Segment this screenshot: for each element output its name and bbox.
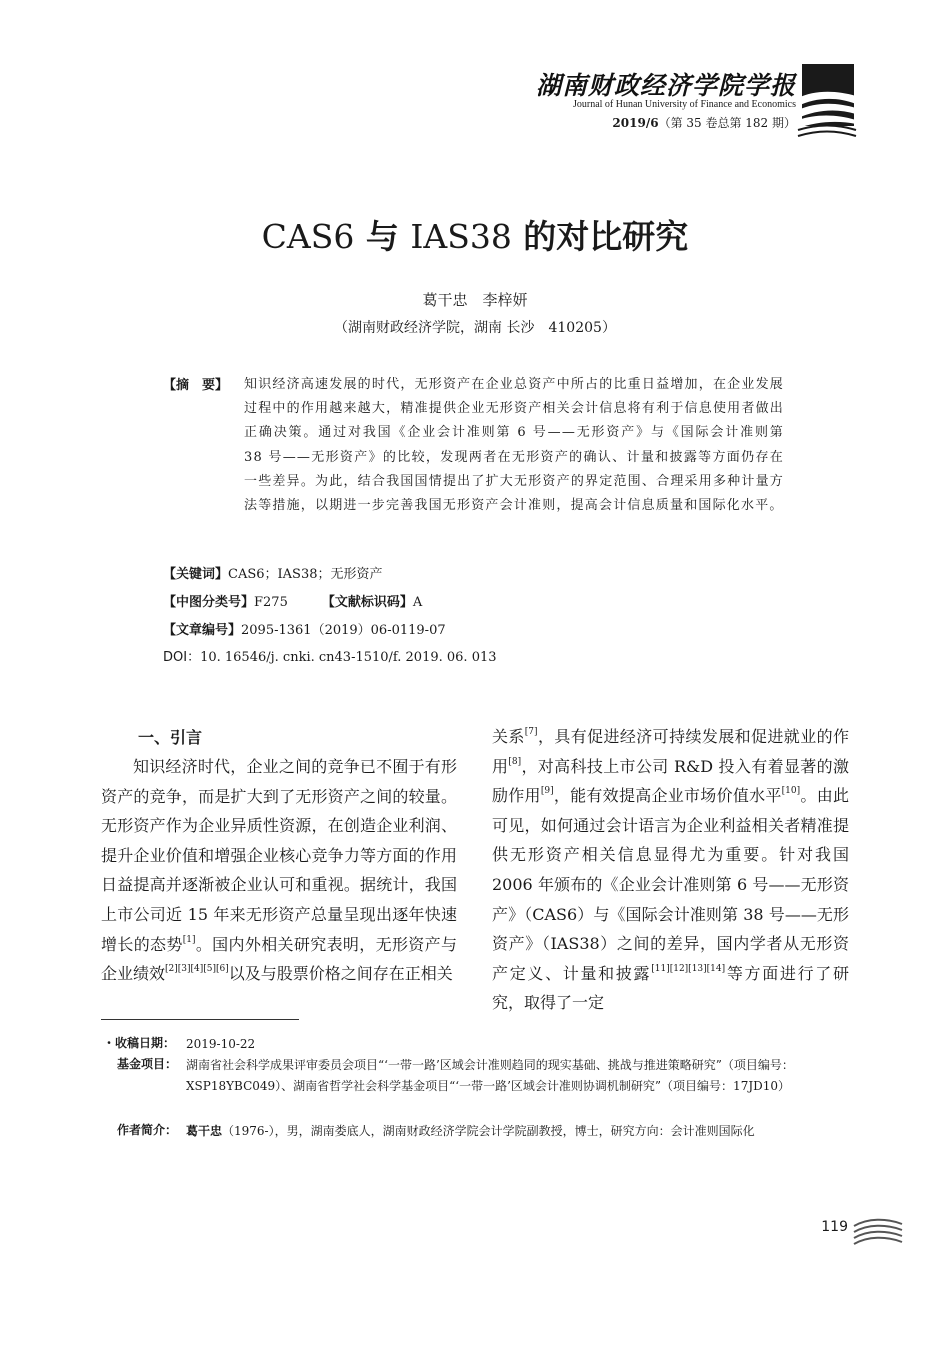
author-bio-name: 葛干忠 [186,1124,223,1138]
issue-line [480,114,796,131]
body-left-column [101,752,457,989]
article-number-value: 2095-1361（2019）06-0119-07 [241,623,446,638]
doi-row [163,646,497,665]
fund-text: 湖南省社会科学成果评审委员会项目“‘一带一路’区域会计准则趋同的现实基础、挑战与推进策略研究”（项目编号：XSP18YBC049）、湖南省哲学社会科学基金项目“‘一带一路’区域会计准则协调机制研究”（项目编号：17JD10） [186,1058,794,1093]
article-title [0,211,950,258]
section-heading: 一、引言 [138,728,203,747]
citation-1: [1] [182,934,196,945]
issue-year: 2019/6 [612,116,659,130]
title-suffix: 的对比研究 [511,217,689,256]
footer-wave-icon [852,1214,904,1250]
abstract-text: 知识经济高速发展的时代，无形资产在企业总资产中所占的比重日益增加，在企业发展过程中的作用越来越大，精准提供企业无形资产相关会计信息将有利于信息使用者做出正确决策。通过对我国《企业会计准则第 6 号——无形资产》与《国际会计准则第 38 号——无形资产》的比较，发现两者在无形资产的确认、计量和披露等方面仍存在一些差异。为此，结合我国国情提出了扩大无形资产的界定范围、合理采用多种计量方法等措施，以期进一步完善我国无形资产会计准则，提高会计信息质量和国际化水平。 [244,377,784,514]
classification-row [163,591,422,610]
body-right-text-4: ，能有效提高企业市场价值水平 [553,786,782,806]
affiliation: （湖南财政经济学院，湖南 长沙 410205） [334,320,616,336]
doi-value: 10. 16546/j. cnki. cn43-1510/f. 2019. 06. 013 [200,650,497,665]
body-left-text-2: 。国内外相关研究表明，无形资产与企业绩效 [101,934,457,984]
body-right-text-5: 。由此可见，如何通过会计语言为企业利益相关者精准提供无形资产相关信息显得尤为重要。针对我国2006 年颁布的《企业会计准则第 6 号——无形资产》（CAS6）与《国际会计准则第 38 号——无形资产》（IAS38）之间的差异，国内学者从无形资产定义、计量和披露 [492,786,849,983]
body-right-text-6: 等方面进行了研究，取得了一定 [492,963,849,1013]
journal-english-name: Journal of Hunan University of Finance and Economics [572,99,796,110]
authors: 葛干忠 李梓妍 [422,291,528,309]
citation-2-6: [2][3][4][5][6] [165,964,229,975]
citation-10: [10] [781,786,801,797]
body-left-text-3: 以及与股票价格之间存在正相关 [228,964,453,984]
author-bio-label: 作者简介： [117,1123,178,1137]
doc-code-value: A [412,595,423,610]
citation-8: [8] [508,756,522,767]
citation-7: [7] [524,727,538,737]
journal-logo-icon [796,60,858,140]
title-cas6: CAS6 [261,217,355,256]
abstract-label: 【摘 要】 [163,378,229,393]
title-connector: 与 [354,217,411,256]
received-date: 2019-10-22 [186,1037,256,1051]
clc-label: 【中图分类号】 [163,595,255,610]
author-bio [186,1121,850,1142]
article-number-label: 【文章编号】 [163,623,242,638]
fund-label: 基金项目： [117,1057,178,1071]
body-right-column [492,722,849,1018]
body-right-text-3: ，对高科技上市公司 R&D 投入有着显著的激励作用 [492,756,849,806]
body-right-text-2: ，具有促进经济可持续发展和促进就业的作用 [492,727,849,776]
doi-label: DOI： [163,650,201,665]
footnote-divider [101,1019,299,1020]
clc-value: F275 [254,595,288,610]
citation-9: [9] [540,786,554,797]
article-number-row [163,619,446,638]
keywords-label: 【关键词】 [163,567,229,582]
body-right-text-1: 关系 [492,727,525,746]
author-bio-text: （1976-），男，湖南娄底人，湖南财政经济学院会计学院副教授，博士，研究方向：会计准则国际化 [222,1124,755,1138]
keywords-value: CAS6；IAS38；无形资产 [228,567,383,582]
issue-detail: （第 35 卷总第 182 期） [658,116,796,130]
keywords-row [163,563,383,582]
page-number: 119 [821,1219,848,1235]
journal-name: 湖南财政经济学院学报 [535,71,796,100]
body-left-text-1: 知识经济时代，企业之间的竞争已不囿于有形资产的竞争，而是扩大到了无形资产之间的较量。无形资产作为企业异质性资源，在创造企业利润、提升企业价值和增强企业核心竞争力等方面的作用日益提高并逐渐被企业认可和重视。据统计，我国上市公司近 15 年来无形资产总量呈现出逐年快速增长的态势 [101,757,457,954]
citation-11-14: [11][12][13][14] [651,963,726,974]
doc-code-label: 【文献标识码】 [321,595,413,610]
received-date-label: ・收稿日期： [103,1036,176,1050]
title-ias38: IAS38 [410,217,512,256]
